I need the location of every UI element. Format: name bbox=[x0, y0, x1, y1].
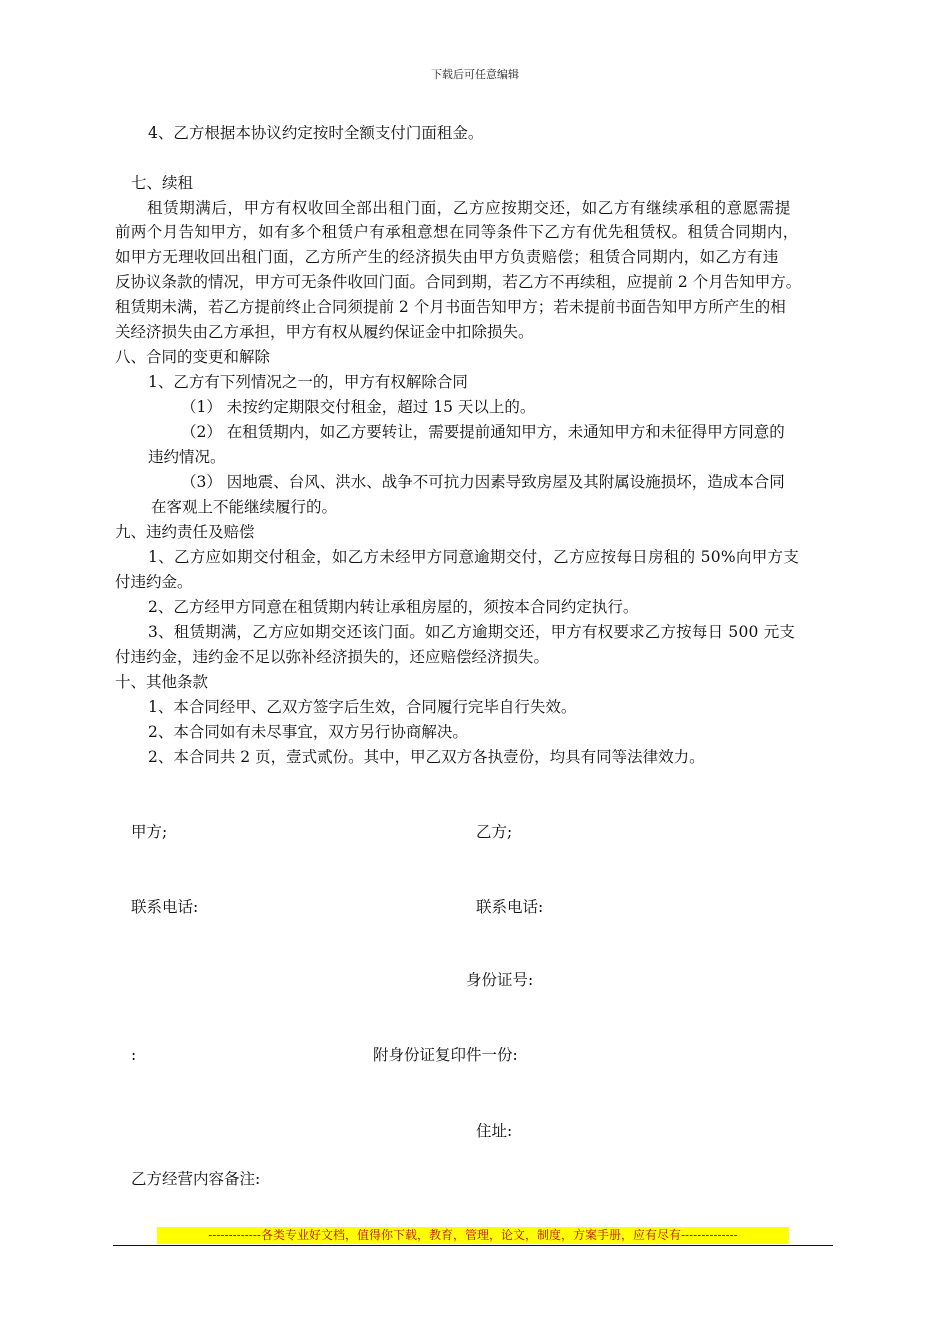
clause-line: 1、乙方有下列情况之一的，甲方有权解除合同 bbox=[148, 373, 468, 391]
address-label: 住址: bbox=[476, 1122, 513, 1140]
clause-line: 前两个月告知甲方，如有多个租赁户有承租意想在同等条件下乙方有优先租赁权。租赁合同期内， bbox=[115, 223, 799, 241]
clause-line: 2、本合同共 2 页，壹式贰份。其中，甲乙双方各执壹份，均具有同等法律效力。 bbox=[148, 748, 705, 766]
clause-line: （1） 未按约定期限交付租金，超过 15 天以上的。 bbox=[181, 398, 536, 416]
clause-line: 在客观上不能继续履行的。 bbox=[151, 498, 338, 516]
clause-line: 违约情况。 bbox=[148, 448, 226, 466]
footer-banner: -------------各类专业好文档，值得你下载，教育，管理，论文，制度，方案手册，应有尽有-------------- bbox=[157, 1227, 789, 1244]
clause-line: 2、本合同如有未尽事宜，双方另行协商解决。 bbox=[148, 723, 468, 741]
party-a-label: 甲方; bbox=[131, 823, 168, 841]
clause-line: 如甲方无理收回出租门面，乙方所产生的经济损失由甲方负责赔偿；租赁合同期内，如乙方有违 bbox=[115, 248, 779, 266]
clause-line: 关经济损失由乙方承担，甲方有权从履约保证金中扣除损失。 bbox=[115, 323, 534, 341]
clause-line: 付违约金，违约金不足以弥补经济损失的，还应赔偿经济损失。 bbox=[115, 648, 550, 666]
clause-line: 付违约金。 bbox=[115, 573, 193, 591]
id-number-label: 身份证号: bbox=[466, 971, 534, 989]
business-note-label: 乙方经营内容备注: bbox=[131, 1170, 261, 1188]
clause-line: 1、乙方应如期交付租金，如乙方未经甲方同意逾期交付，乙方应按每日房租的 50%向甲方支 bbox=[148, 548, 800, 566]
page-header: 下载后可任意编辑 bbox=[431, 68, 519, 81]
footer-divider bbox=[113, 1245, 833, 1246]
id-copy-label: 附身份证复印件一份: bbox=[373, 1046, 518, 1064]
party-b-phone-label: 联系电话: bbox=[476, 898, 544, 916]
clause-line: 3、租赁期满，乙方应如期交还该门面。如乙方逾期交还，甲方有权要求乙方按每日 500 元支 bbox=[148, 623, 796, 641]
stray-colon: : bbox=[131, 1046, 137, 1064]
clause-line: （2） 在租赁期内，如乙方要转让，需要提前通知甲方，未通知甲方和未征得甲方同意的 bbox=[181, 423, 785, 441]
clause-line: 反协议条款的情况，甲方可无条件收回门面。合同到期，若乙方不再续租，应提前 2 个月告知甲方。 bbox=[115, 273, 802, 291]
clause-line: 4、乙方根据本协议约定按时全额支付门面租金。 bbox=[148, 124, 484, 142]
section-heading-liability: 九、违约责任及赔偿 bbox=[115, 523, 255, 541]
clause-line: 租赁期满后，甲方有权收回全部出租门面，乙方应按期交还，如乙方有继续承租的意愿需提 bbox=[147, 199, 792, 217]
section-heading-other: 十、其他条款 bbox=[115, 673, 209, 691]
party-b-label: 乙方; bbox=[476, 823, 513, 841]
party-a-phone-label: 联系电话: bbox=[131, 898, 199, 916]
clause-line: 2、乙方经甲方同意在租赁期内转让承租房屋的，须按本合同约定执行。 bbox=[148, 598, 639, 616]
clause-line: 租赁期未满，若乙方提前终止合同须提前 2 个月书面告知甲方；若未提前书面告知甲方所产生的相 bbox=[115, 298, 786, 316]
section-heading-termination: 八、合同的变更和解除 bbox=[115, 348, 271, 366]
clause-line: 1、本合同经甲、乙双方签字后生效，合同履行完毕自行失效。 bbox=[148, 698, 577, 716]
section-heading-renewal: 七、续租 bbox=[131, 174, 194, 192]
clause-line: （3） 因地震、台风、洪水、战争不可抗力因素导致房屋及其附属设施损坏，造成本合同 bbox=[181, 473, 785, 491]
